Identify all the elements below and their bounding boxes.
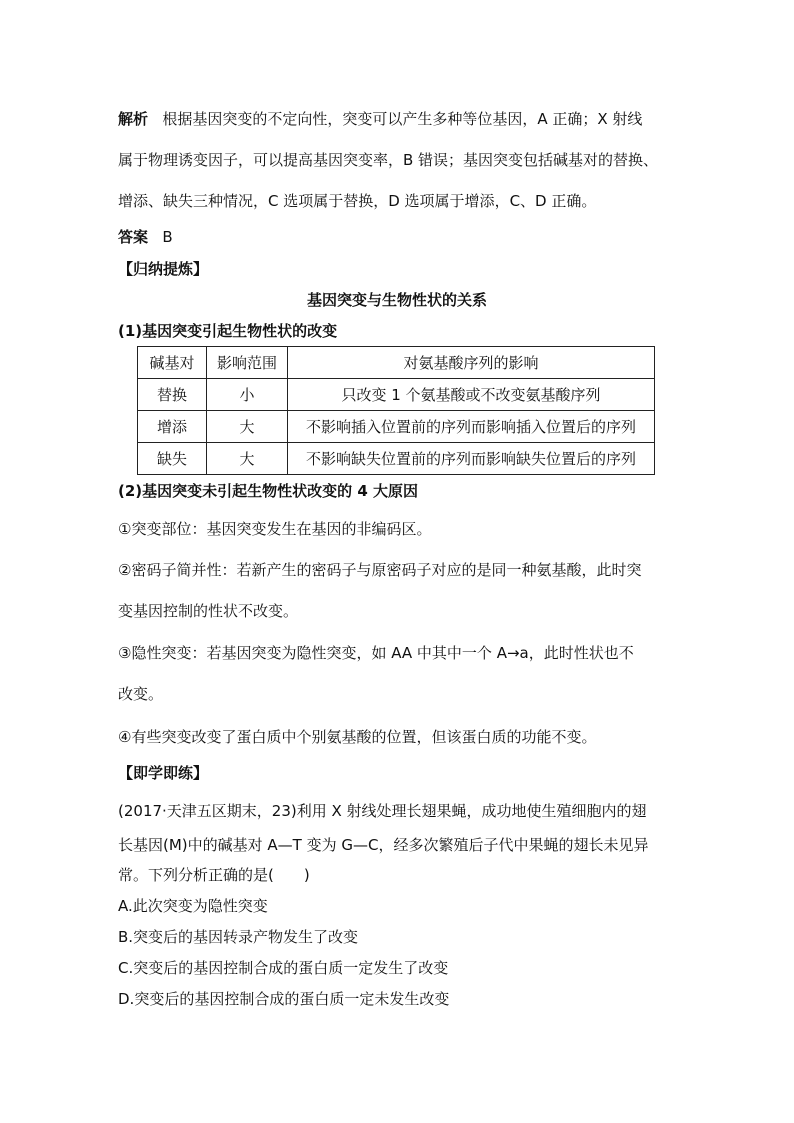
table-cell: 缺失 [138,443,207,475]
question-line-2: 长基因(M)中的碱基对 A—T 变为 G—C，经多次繁殖后子代中果蝇的翅长未见异 [118,836,649,854]
question-line-1: (2017·天津五区期末，23)利用 X 射线处理长翅果蝇，成功地使生殖细胞内的翅 [118,802,647,820]
option-a: A.此次突变为隐性突变 [118,897,268,915]
analysis-label: 解析 [118,110,149,128]
table-cell: 不影响缺失位置前的序列而影响缺失位置后的序列 [288,443,655,475]
table-row [138,443,655,475]
reason-3-line-1: ③隐性突变：若基因突变为隐性突变，如 AA 中其中一个 A→a，此时性状也不 [118,644,634,662]
table-header-cell: 碱基对 [138,347,207,379]
option-c: C.突变后的基因控制合成的蛋白质一定发生了改变 [118,959,449,977]
table-cell: 小 [207,379,288,411]
table-cell: 只改变 1 个氨基酸或不改变氨基酸序列 [288,379,655,411]
table-row [138,379,655,411]
analysis-line-3: 增添、缺失三种情况，C 选项属于替换，D 选项属于增添，C、D 正确。 [118,192,597,210]
analysis-line-2: 属于物理诱变因子，可以提高基因突变率，B 错误；基因突变包括碱基对的替换、 [118,151,659,169]
practice-heading: 【即学即练】 [118,764,209,782]
analysis-line-1 [118,108,678,130]
question-line-3: 常。下列分析正确的是( ) [118,866,310,884]
table-cell: 大 [207,411,288,443]
answer-label: 答案 [118,228,149,246]
table-cell: 替换 [138,379,207,411]
table-cell: 不影响插入位置前的序列而影响插入位置后的序列 [288,411,655,443]
table-header-cell: 对氨基酸序列的影响 [288,347,655,379]
reason-1: ①突变部位：基因突变发生在基因的非编码区。 [118,520,432,538]
section-title: 基因突变与生物性状的关系 [306,291,487,309]
option-b: B.突变后的基因转录产物发生了改变 [118,928,359,946]
table-cell: 大 [207,443,288,475]
mutation-effect-table [137,346,655,475]
table-cell: 增添 [138,411,207,443]
table-header-row [138,347,655,379]
table-row [138,411,655,443]
answer-value: B [162,228,173,246]
answer-line [118,226,678,248]
analysis-text-1: 根据基因突变的不定向性，突变可以产生多种等位基因，A 正确；X 射线 [162,110,643,128]
option-d: D.突变后的基因控制合成的蛋白质一定未发生改变 [118,990,450,1008]
reason-2-line-1: ②密码子简并性：若新产生的密码子与原密码子对应的是同一种氨基酸，此时突 [118,561,642,579]
table-header-cell: 影响范围 [207,347,288,379]
reason-3-line-2: 改变。 [118,685,164,703]
reason-4: ④有些突变改变了蛋白质中个别氨基酸的位置，但该蛋白质的功能不变。 [118,728,597,746]
part2-heading: (2)基因突变未引起生物性状改变的 4 大原因 [118,482,419,500]
summary-heading: 【归纳提炼】 [118,260,209,278]
part1-heading: (1)基因突变引起生物性状的改变 [118,322,338,340]
reason-2-line-2: 变基因控制的性状不改变。 [118,602,299,620]
